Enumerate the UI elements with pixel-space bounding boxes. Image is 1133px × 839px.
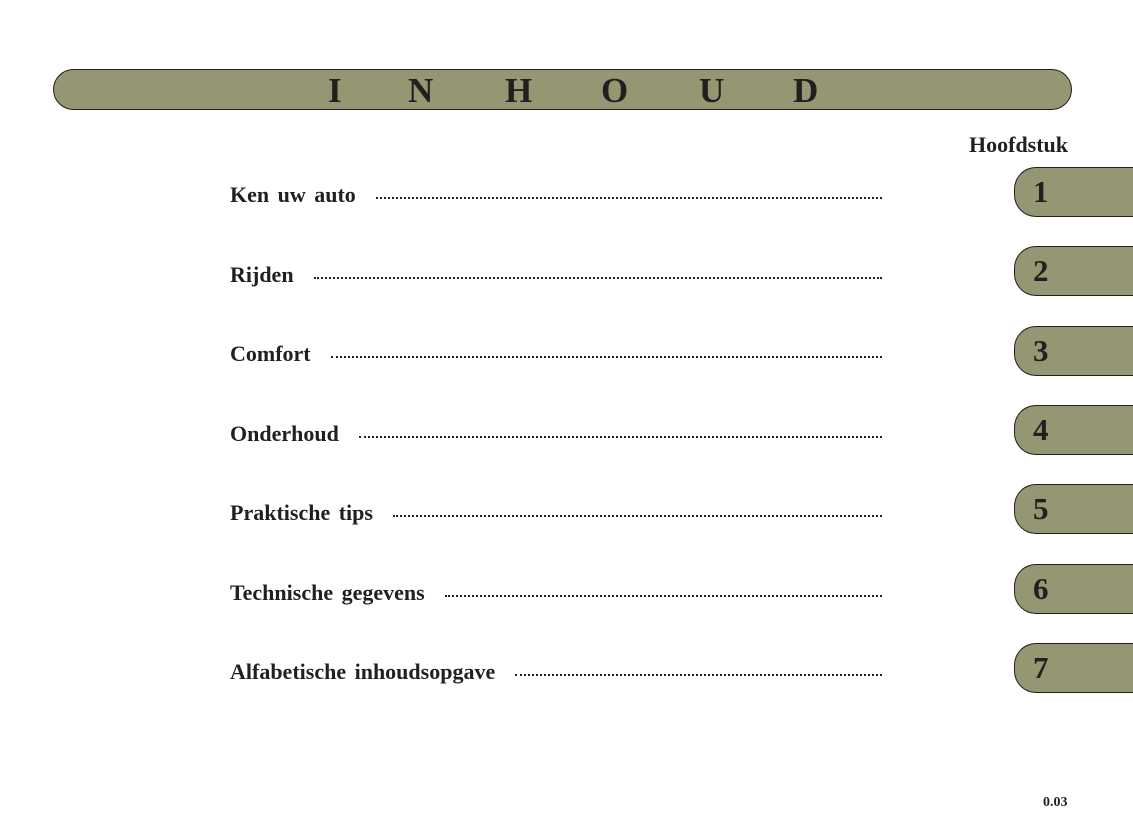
toc-entry-label: Onderhoud	[230, 421, 339, 446]
toc-entry-ken-uw-auto[interactable]	[230, 180, 882, 210]
chapter-tab-4[interactable]	[1014, 405, 1133, 455]
chapter-number: 5	[1033, 491, 1049, 526]
toc-entry-comfort[interactable]	[230, 339, 882, 369]
toc-entry-label: Alfabetische inhoudsopgave	[230, 659, 496, 684]
dot-leader	[515, 673, 882, 676]
title-letter: H	[505, 71, 533, 110]
chapter-number: 2	[1033, 253, 1049, 288]
title-banner	[53, 69, 1072, 110]
chapter-number: 3	[1033, 333, 1049, 368]
toc-entry-rijden[interactable]	[230, 260, 882, 290]
toc-entry-alfabetische-inhoudsopgave[interactable]	[230, 657, 882, 687]
chapter-number: 1	[1033, 174, 1049, 209]
title-letter: O	[601, 71, 629, 110]
title-letter: D	[793, 71, 819, 110]
dot-leader	[359, 435, 882, 438]
toc-entry-onderhoud[interactable]	[230, 419, 882, 449]
chapter-tab-5[interactable]	[1014, 484, 1133, 534]
chapter-tab-7[interactable]	[1014, 643, 1133, 693]
dot-leader	[314, 276, 882, 279]
toc-entry-label: Praktische tips	[230, 500, 373, 525]
title-letter: N	[408, 71, 434, 110]
chapter-tab-6[interactable]	[1014, 564, 1133, 614]
dot-leader	[376, 196, 882, 199]
toc-entry-label: Rijden	[230, 262, 294, 287]
toc-entry-label: Technische gegevens	[230, 580, 425, 605]
toc-entry-praktische-tips[interactable]	[230, 498, 882, 528]
dot-leader	[331, 355, 882, 358]
toc-entry-label: Comfort	[230, 341, 311, 366]
dot-leader	[445, 594, 882, 597]
page-number: 0.03	[1043, 795, 1068, 810]
chapter-tab-3[interactable]	[1014, 326, 1133, 376]
title-letter: U	[699, 71, 725, 110]
chapter-number: 6	[1033, 571, 1049, 606]
chapter-tab-1[interactable]	[1014, 167, 1133, 217]
dot-leader	[393, 514, 882, 517]
chapter-number: 7	[1033, 650, 1049, 685]
toc-entry-label: Ken uw auto	[230, 182, 356, 207]
chapter-number: 4	[1033, 412, 1049, 447]
page-title	[54, 70, 1071, 109]
title-letter: I	[328, 71, 342, 110]
chapter-column-header: Hoofdstuk	[969, 132, 1069, 157]
toc-entry-technische-gegevens[interactable]	[230, 578, 882, 608]
chapter-tab-2[interactable]	[1014, 246, 1133, 296]
